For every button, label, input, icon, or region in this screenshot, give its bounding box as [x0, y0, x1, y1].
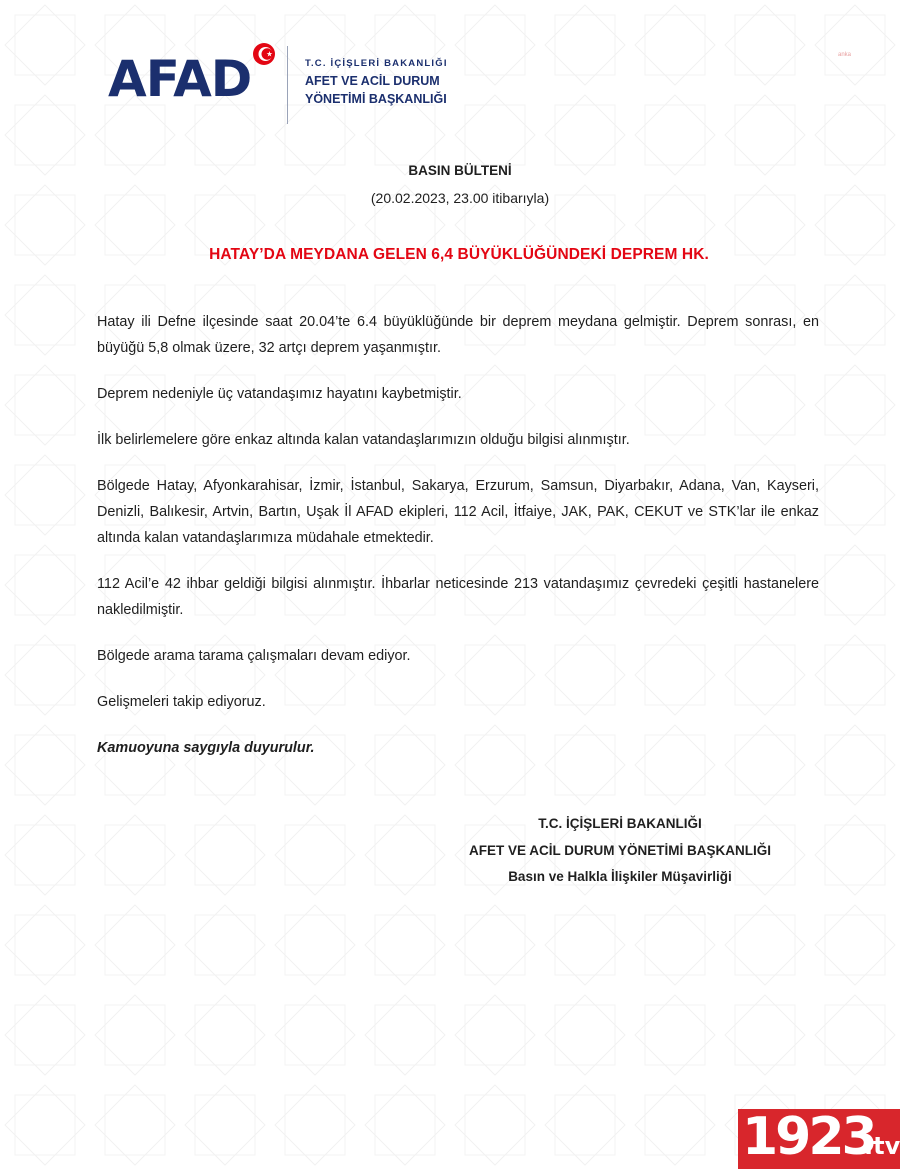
ministry-name: T.C. İÇİŞLERİ BAKANLIĞI — [305, 58, 448, 69]
paragraph: Gelişmeleri takip ediyoruz. — [97, 694, 266, 710]
paragraph: İlk belirlemelere göre enkaz altında kalan vatandaşlarımızın olduğu bilgisi alınmıştır. — [97, 432, 630, 448]
bulletin-title: BASIN BÜLTENİ — [408, 163, 512, 178]
bulletin-body — [97, 309, 819, 781]
signature-ministry: T.C. İÇİŞLERİ BAKANLIĞI — [538, 816, 702, 831]
paragraph: 112 Acil’e 42 ihbar geldiği bilgisi alınmıştır. İhbarlar neticesinde 213 vatandaşımız çevredeki çeşitli hastanelere nakledilmiştir. — [97, 576, 819, 618]
afad-logo — [108, 40, 488, 130]
logo-wordmark: AFAD — [108, 50, 252, 108]
closing-line: Kamuoyuna saygıyla duyurulur. — [97, 740, 315, 756]
bulletin-date: (20.02.2023, 23.00 itibarıyla) — [370, 190, 550, 206]
watermark-number: 1923 — [742, 1107, 875, 1167]
paragraph: Hatay ili Defne ilçesinde saat 20.04’te 6.4 büyüklüğünde bir deprem meydana gelmiştir. Deprem sonrası, en büyüğü 5,8 olmak üzere, 32 artçı deprem yaşanmıştır. — [97, 314, 819, 356]
corner-mark: anka — [838, 52, 852, 58]
paragraph: Bölgede Hatay, Afyonkarahisar, İzmir, İstanbul, Sakarya, Erzurum, Samsun, Diyarbakır, Adana, Van, Kayseri, Denizli, Balıkesir, Artvin, Bartın, Uşak İl AFAD ekipleri, 112 Acil, İtfaiye, JAK, PAK, CEKUT ve STK’lar ile enkaz altında kalan vatandaşlarımıza müdahale etmektedir. — [97, 478, 819, 546]
logo-divider — [287, 46, 288, 124]
1923tv-watermark — [738, 1109, 900, 1169]
paragraph: Deprem nedeniyle üç vatandaşımız hayatını kaybetmiştir. — [97, 386, 462, 402]
signature-agency: AFET VE ACİL DURUM YÖNETİMİ BAŞKANLIĞI — [468, 843, 771, 858]
paragraph: Bölgede arama tarama çalışmaları devam ediyor. — [97, 648, 411, 664]
signature-office: Basın ve Halkla İlişkiler Müşavirliği — [508, 869, 732, 884]
agency-name-line2: YÖNETİMİ BAŞKANLIĞI — [305, 92, 447, 106]
watermark-suffix: .tv — [864, 1132, 900, 1160]
headline: HATAY’DA MEYDANA GELEN 6,4 BÜYÜKLÜĞÜNDEKİ DEPREM HK. — [209, 246, 709, 263]
agency-name-line1: AFET VE ACİL DURUM — [305, 74, 440, 88]
crescent-star-icon — [252, 42, 276, 66]
